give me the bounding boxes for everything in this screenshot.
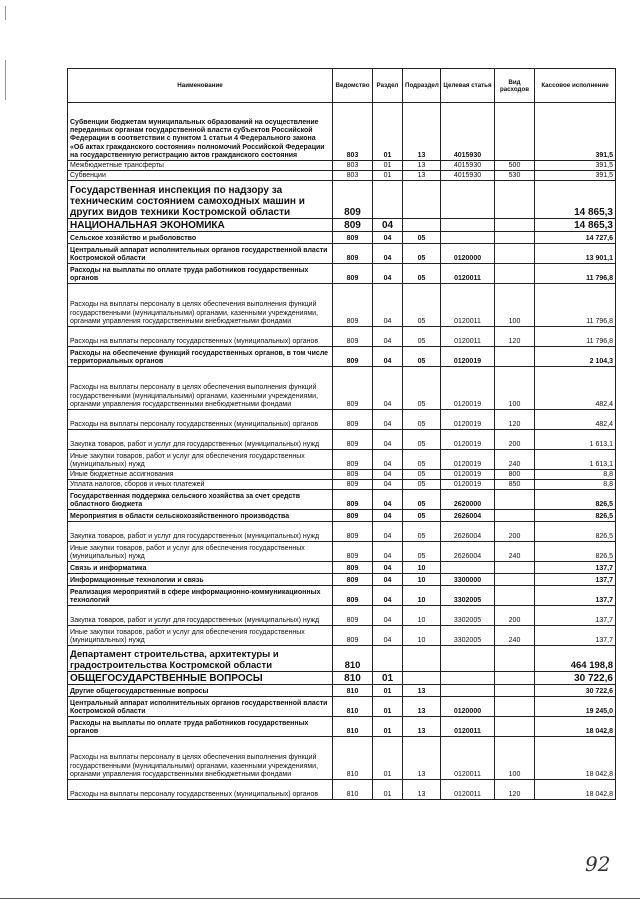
page-bottom-rule — [0, 898, 640, 899]
cell-etype — [495, 646, 535, 672]
cell-subsection: 05 — [403, 510, 441, 522]
cell-dept: 810 — [333, 737, 373, 780]
cell-target: 2626004 — [441, 542, 495, 562]
cell-dept: 809 — [333, 470, 373, 480]
table-row — [68, 586, 616, 606]
cell-amount: 1 613,1 — [535, 450, 616, 470]
cell-dept: 809 — [333, 510, 373, 522]
table-row — [68, 367, 616, 410]
cell-etype: 100 — [495, 737, 535, 780]
cell-amount: 826,5 — [535, 522, 616, 542]
cell-target — [441, 685, 495, 697]
cell-name: Расходы на выплаты по оплате труда работников государственных органов — [68, 717, 333, 737]
cell-dept: 810 — [333, 717, 373, 737]
table-row — [68, 562, 616, 574]
table-row — [68, 490, 616, 510]
cell-name: Расходы на обеспечение функций государственных органов, в том числе территориальных органов — [68, 347, 333, 367]
cell-section: 04 — [373, 586, 403, 606]
table-row — [68, 410, 616, 430]
cell-amount: 14 865,3 — [535, 181, 616, 219]
cell-target: 2626004 — [441, 510, 495, 522]
cell-name: Иные бюджетные ассигнования — [68, 470, 333, 480]
cell-section: 01 — [373, 780, 403, 800]
cell-subsection: 05 — [403, 410, 441, 430]
cell-dept: 809 — [333, 450, 373, 470]
cell-subsection: 10 — [403, 574, 441, 586]
table-row — [68, 171, 616, 181]
cell-dept: 810 — [333, 672, 373, 685]
cell-amount: 482,4 — [535, 367, 616, 410]
table-row — [68, 737, 616, 780]
cell-dept: 810 — [333, 685, 373, 697]
cell-amount: 137,7 — [535, 586, 616, 606]
cell-section: 04 — [373, 470, 403, 480]
table-row — [68, 574, 616, 586]
cell-etype — [495, 685, 535, 697]
table-row — [68, 347, 616, 367]
table-row — [68, 780, 616, 800]
column-header-dept: Ведомство — [333, 69, 373, 103]
cell-subsection: 05 — [403, 542, 441, 562]
table-row — [68, 219, 616, 232]
cell-etype: 120 — [495, 780, 535, 800]
column-header-amount: Кассовое исполнение — [535, 69, 616, 103]
cell-section — [373, 646, 403, 672]
cell-target: 0120019 — [441, 410, 495, 430]
cell-section: 01 — [373, 737, 403, 780]
cell-amount: 137,7 — [535, 574, 616, 586]
cell-etype: 200 — [495, 430, 535, 450]
cell-etype — [495, 181, 535, 219]
cell-target: 3302005 — [441, 626, 495, 646]
cell-section — [373, 181, 403, 219]
cell-target: 4015930 — [441, 171, 495, 181]
cell-target: 3302005 — [441, 606, 495, 626]
table-row — [68, 626, 616, 646]
cell-dept: 809 — [333, 626, 373, 646]
cell-subsection: 05 — [403, 327, 441, 347]
cell-amount: 391,5 — [535, 171, 616, 181]
cell-dept: 809 — [333, 327, 373, 347]
cell-dept: 809 — [333, 284, 373, 327]
cell-name: Межбюджетные трансферты — [68, 161, 333, 171]
cell-etype — [495, 103, 535, 161]
cell-section: 01 — [373, 103, 403, 161]
cell-subsection — [403, 646, 441, 672]
cell-name: Расходы на выплаты по оплате труда работников государственных органов — [68, 264, 333, 284]
table-row — [68, 430, 616, 450]
cell-etype: 200 — [495, 606, 535, 626]
margin-mark — [5, 60, 6, 100]
table-row — [68, 284, 616, 327]
cell-target: 0120011 — [441, 264, 495, 284]
cell-amount: 482,4 — [535, 410, 616, 430]
cell-subsection: 13 — [403, 697, 441, 717]
cell-section: 04 — [373, 219, 403, 232]
cell-subsection: 05 — [403, 347, 441, 367]
cell-subsection: 05 — [403, 232, 441, 244]
cell-etype: 800 — [495, 470, 535, 480]
cell-section: 04 — [373, 562, 403, 574]
cell-etype — [495, 586, 535, 606]
table-row — [68, 672, 616, 685]
cell-target — [441, 562, 495, 574]
cell-subsection: 13 — [403, 685, 441, 697]
table-header-row — [68, 69, 616, 103]
cell-amount: 826,5 — [535, 490, 616, 510]
cell-dept: 809 — [333, 480, 373, 490]
cell-amount: 13 901,1 — [535, 244, 616, 264]
cell-dept: 809 — [333, 219, 373, 232]
cell-etype: 120 — [495, 327, 535, 347]
cell-target: 2626004 — [441, 522, 495, 542]
cell-etype — [495, 562, 535, 574]
table-row — [68, 470, 616, 480]
cell-section: 01 — [373, 672, 403, 685]
cell-etype — [495, 672, 535, 685]
cell-subsection — [403, 181, 441, 219]
cell-subsection: 13 — [403, 171, 441, 181]
cell-target: 0120011 — [441, 780, 495, 800]
cell-section: 04 — [373, 264, 403, 284]
cell-dept: 809 — [333, 522, 373, 542]
cell-etype — [495, 219, 535, 232]
cell-target: 0120019 — [441, 480, 495, 490]
cell-dept: 809 — [333, 574, 373, 586]
cell-etype — [495, 574, 535, 586]
cell-section: 04 — [373, 542, 403, 562]
cell-etype: 530 — [495, 171, 535, 181]
cell-etype: 240 — [495, 542, 535, 562]
cell-section: 04 — [373, 606, 403, 626]
cell-amount: 30 722,6 — [535, 672, 616, 685]
table-row — [68, 646, 616, 672]
table-row — [68, 685, 616, 697]
cell-subsection: 10 — [403, 562, 441, 574]
cell-dept: 809 — [333, 232, 373, 244]
cell-name: Расходы на выплаты персоналу государственных (муниципальных) органов — [68, 410, 333, 430]
cell-amount: 11 796,8 — [535, 284, 616, 327]
cell-subsection: 13 — [403, 737, 441, 780]
cell-amount: 826,5 — [535, 542, 616, 562]
cell-subsection: 10 — [403, 626, 441, 646]
cell-target: 4015930 — [441, 161, 495, 171]
cell-target: 3302005 — [441, 586, 495, 606]
cell-section: 01 — [373, 697, 403, 717]
cell-dept: 809 — [333, 542, 373, 562]
table-row — [68, 542, 616, 562]
cell-target: 0120011 — [441, 737, 495, 780]
cell-name: Расходы на выплаты персоналу государственных (муниципальных) органов — [68, 780, 333, 800]
cell-dept: 809 — [333, 181, 373, 219]
cell-etype: 500 — [495, 161, 535, 171]
cell-section: 04 — [373, 367, 403, 410]
cell-section: 04 — [373, 490, 403, 510]
cell-name: Уплата налогов, сборов и иных платежей — [68, 480, 333, 490]
cell-etype — [495, 347, 535, 367]
cell-subsection — [403, 219, 441, 232]
cell-section: 04 — [373, 284, 403, 327]
cell-subsection: 05 — [403, 284, 441, 327]
cell-section: 04 — [373, 450, 403, 470]
cell-dept: 809 — [333, 264, 373, 284]
cell-section: 04 — [373, 574, 403, 586]
cell-subsection: 05 — [403, 367, 441, 410]
cell-amount: 18 042,8 — [535, 780, 616, 800]
cell-section: 04 — [373, 510, 403, 522]
cell-amount: 464 198,8 — [535, 646, 616, 672]
cell-etype: 850 — [495, 480, 535, 490]
cell-name: Департамент строительства, архитектуры и градостроительства Костромской области — [68, 646, 333, 672]
table-row — [68, 181, 616, 219]
cell-etype: 200 — [495, 522, 535, 542]
cell-dept: 810 — [333, 697, 373, 717]
cell-amount: 8,8 — [535, 480, 616, 490]
cell-etype: 240 — [495, 626, 535, 646]
cell-target: 0120019 — [441, 347, 495, 367]
cell-target — [441, 181, 495, 219]
cell-target: 0120000 — [441, 697, 495, 717]
cell-etype — [495, 264, 535, 284]
cell-amount: 391,5 — [535, 161, 616, 171]
cell-name: ОБЩЕГОСУДАРСТВЕННЫЕ ВОПРОСЫ — [68, 672, 333, 685]
cell-amount: 14 865,3 — [535, 219, 616, 232]
cell-dept: 809 — [333, 430, 373, 450]
cell-name: Государственная инспекция по надзору за техническим состоянием самоходных машин и других видов техники Костромской области — [68, 181, 333, 219]
column-header-target: Целевая статья — [441, 69, 495, 103]
cell-name: Закупка товаров, работ и услуг для государственных (муниципальных) нужд — [68, 430, 333, 450]
cell-name: Субвенции — [68, 171, 333, 181]
cell-target: 0120019 — [441, 367, 495, 410]
cell-target — [441, 672, 495, 685]
cell-amount: 137,7 — [535, 606, 616, 626]
table-row — [68, 232, 616, 244]
table-row — [68, 510, 616, 522]
cell-subsection: 05 — [403, 264, 441, 284]
cell-name: Иные закупки товаров, работ и услуг для обеспечения государственных (муниципальных) нужд — [68, 542, 333, 562]
cell-subsection: 13 — [403, 780, 441, 800]
cell-dept: 809 — [333, 367, 373, 410]
cell-name: Государственная поддержка сельского хозяйства за счет средств областного бюджета — [68, 490, 333, 510]
cell-subsection: 05 — [403, 522, 441, 542]
cell-etype — [495, 244, 535, 264]
cell-dept: 809 — [333, 410, 373, 430]
cell-target — [441, 219, 495, 232]
cell-name: Связь и информатика — [68, 562, 333, 574]
cell-target: 4015930 — [441, 103, 495, 161]
cell-target — [441, 646, 495, 672]
cell-amount: 14 727,6 — [535, 232, 616, 244]
cell-dept: 810 — [333, 646, 373, 672]
cell-dept: 803 — [333, 171, 373, 181]
cell-dept: 809 — [333, 347, 373, 367]
cell-target: 0120000 — [441, 244, 495, 264]
cell-etype: 120 — [495, 410, 535, 430]
cell-amount: 30 722,6 — [535, 685, 616, 697]
cell-subsection: 05 — [403, 244, 441, 264]
cell-name: Иные закупки товаров, работ и услуг для обеспечения государственных (муниципальных) нужд — [68, 450, 333, 470]
cell-dept: 809 — [333, 562, 373, 574]
cell-name: Сельское хозяйство и рыболовство — [68, 232, 333, 244]
cell-section: 01 — [373, 685, 403, 697]
cell-subsection — [403, 672, 441, 685]
cell-target: 0120011 — [441, 717, 495, 737]
cell-section: 01 — [373, 717, 403, 737]
cell-amount: 18 042,8 — [535, 737, 616, 780]
cell-section: 01 — [373, 161, 403, 171]
margin-mark — [5, 6, 6, 20]
column-header-name: Наименование — [68, 69, 333, 103]
table-row — [68, 264, 616, 284]
cell-dept: 803 — [333, 103, 373, 161]
cell-subsection: 13 — [403, 103, 441, 161]
cell-name: Субвенции бюджетам муниципальных образований на осуществление переданных органам государственной власти субъектов Российской Федерации в соответствии с пунктом 1 статьи 4 Федерального закона «Об актах гражданского состояния» полномочий Российской Федерации на государственную регистрацию актов гражданского состояния — [68, 103, 333, 161]
cell-amount: 19 245,0 — [535, 697, 616, 717]
cell-section: 04 — [373, 327, 403, 347]
cell-name: Расходы на выплаты персоналу в целях обеспечения выполнения функций государственными (муниципальными) органами, казенными учреждениями, органами управления государственными внебюджетными фондами — [68, 367, 333, 410]
table-row — [68, 697, 616, 717]
table-row — [68, 161, 616, 171]
cell-section: 04 — [373, 430, 403, 450]
cell-subsection: 05 — [403, 490, 441, 510]
cell-amount: 11 796,8 — [535, 264, 616, 284]
cell-subsection: 10 — [403, 586, 441, 606]
cell-name: Другие общегосударственные вопросы — [68, 685, 333, 697]
table-row — [68, 244, 616, 264]
cell-subsection: 13 — [403, 161, 441, 171]
cell-name: НАЦИОНАЛЬНАЯ ЭКОНОМИКА — [68, 219, 333, 232]
cell-target: 3300000 — [441, 574, 495, 586]
column-header-subsection: Подраздел — [403, 69, 441, 103]
cell-amount: 11 796,8 — [535, 327, 616, 347]
cell-amount: 18 042,8 — [535, 717, 616, 737]
cell-etype — [495, 717, 535, 737]
cell-subsection: 13 — [403, 717, 441, 737]
cell-section: 04 — [373, 410, 403, 430]
cell-subsection: 05 — [403, 480, 441, 490]
cell-name: Иные закупки товаров, работ и услуг для обеспечения государственных (муниципальных) нужд — [68, 626, 333, 646]
cell-etype: 100 — [495, 284, 535, 327]
cell-amount: 391,5 — [535, 103, 616, 161]
cell-section: 04 — [373, 347, 403, 367]
cell-name: Расходы на выплаты персоналу государственных (муниципальных) органов — [68, 327, 333, 347]
table-row — [68, 522, 616, 542]
cell-name: Центральный аппарат исполнительных органов государственной власти Костромской области — [68, 697, 333, 717]
cell-target: 0120019 — [441, 450, 495, 470]
cell-etype: 100 — [495, 367, 535, 410]
cell-dept: 809 — [333, 490, 373, 510]
cell-name: Закупка товаров, работ и услуг для государственных (муниципальных) нужд — [68, 606, 333, 626]
cell-amount: 826,5 — [535, 510, 616, 522]
cell-target: 0120011 — [441, 284, 495, 327]
cell-etype — [495, 232, 535, 244]
cell-subsection: 05 — [403, 450, 441, 470]
cell-etype — [495, 510, 535, 522]
cell-etype — [495, 697, 535, 717]
cell-name: Информационные технологии и связь — [68, 574, 333, 586]
cell-subsection: 05 — [403, 470, 441, 480]
table-row — [68, 450, 616, 470]
column-header-section: Раздел — [373, 69, 403, 103]
column-header-expense-type: Вид расходов — [495, 69, 535, 103]
table-body — [68, 103, 616, 800]
page-number: 92 — [585, 852, 611, 876]
cell-target: 0120019 — [441, 430, 495, 450]
cell-dept: 809 — [333, 606, 373, 626]
cell-dept: 810 — [333, 780, 373, 800]
cell-amount: 2 104,3 — [535, 347, 616, 367]
table-row — [68, 606, 616, 626]
table-row — [68, 103, 616, 161]
cell-name: Закупка товаров, работ и услуг для государственных (муниципальных) нужд — [68, 522, 333, 542]
cell-name: Мероприятия в области сельскохозяйственного производства — [68, 510, 333, 522]
cell-subsection: 10 — [403, 606, 441, 626]
cell-target: 2620000 — [441, 490, 495, 510]
cell-target: 0120011 — [441, 327, 495, 347]
cell-subsection: 05 — [403, 430, 441, 450]
cell-section: 04 — [373, 522, 403, 542]
budget-execution-table — [67, 68, 616, 800]
cell-name: Реализация мероприятий в сфере информационно-коммуникационных технологий — [68, 586, 333, 606]
cell-section: 04 — [373, 480, 403, 490]
cell-dept: 809 — [333, 586, 373, 606]
cell-amount: 1 613,1 — [535, 430, 616, 450]
table-row — [68, 327, 616, 347]
table-row — [68, 480, 616, 490]
cell-section: 04 — [373, 626, 403, 646]
cell-section: 04 — [373, 232, 403, 244]
cell-section: 04 — [373, 244, 403, 264]
cell-section: 01 — [373, 171, 403, 181]
cell-etype — [495, 490, 535, 510]
cell-name: Расходы на выплаты персоналу в целях обеспечения выполнения функций государственными (муниципальными) органами, казенными учреждениями, органами управления государственными внебюджетными фондами — [68, 737, 333, 780]
cell-amount: 137,7 — [535, 626, 616, 646]
cell-name: Центральный аппарат исполнительных органов государственной власти Костромской области — [68, 244, 333, 264]
cell-dept: 803 — [333, 161, 373, 171]
cell-dept: 809 — [333, 244, 373, 264]
cell-target — [441, 232, 495, 244]
cell-target: 0120019 — [441, 470, 495, 480]
cell-amount: 8,8 — [535, 470, 616, 480]
cell-name: Расходы на выплаты персоналу в целях обеспечения выполнения функций государственными (муниципальными) органами, казенными учреждениями, органами управления государственными внебюджетными фондами — [68, 284, 333, 327]
table-row — [68, 717, 616, 737]
cell-etype: 240 — [495, 450, 535, 470]
cell-amount: 137,7 — [535, 562, 616, 574]
